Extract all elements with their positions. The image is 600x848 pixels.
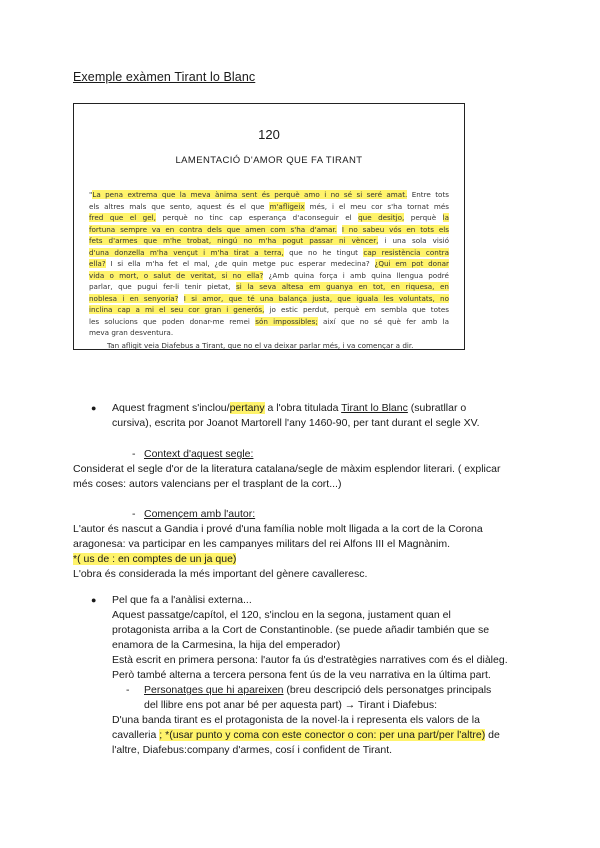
text-line: del llibre ens pot anar bé per aquesta part) → Tirant i Diafebus: xyxy=(144,699,437,711)
highlighted-run: ella? xyxy=(89,259,106,268)
highlighted-run: cap resistència contra xyxy=(363,247,449,257)
excerpt-line xyxy=(89,224,449,236)
text-run: els altres mals que sento, aquest és el que xyxy=(89,201,270,211)
excerpt-line xyxy=(89,293,449,305)
bullet-fragment xyxy=(73,401,543,431)
text-run: i una sola visió xyxy=(378,236,449,245)
section-context xyxy=(73,447,543,492)
highlighted-run: fets d'armes que m'he trobat, ningú no m'ha pogut passar ni vèncer, xyxy=(89,236,379,245)
section-heading: Context d'aquest segle: xyxy=(144,448,254,460)
section-author xyxy=(73,507,543,582)
text-line: Considerat el segle d'or de la literatura catalana/segle de màxim esplendor literari. ( explicar xyxy=(73,463,501,475)
highlighted-run: I si amor, que té una balança justa, que iguala les voluntats, no xyxy=(183,293,449,303)
text-run: que no he tingut xyxy=(283,247,364,257)
chapter-title: LAMENTACIÓ D'AMOR QUE FA TIRANT xyxy=(175,155,363,166)
highlighted-run: la xyxy=(442,213,449,222)
dash-glyph: - xyxy=(126,684,130,696)
bullet-glyph: ● xyxy=(91,403,97,413)
highlighted-run: fred que el gel, xyxy=(89,213,156,222)
excerpt-line xyxy=(89,212,449,224)
highlighted-run: fortuna sempre va en contra dels que amen com s'ha d'amar. xyxy=(89,224,337,234)
highlighted-run: inclina cap a mi el seu cor gran i generós, xyxy=(89,305,265,314)
excerpt-line xyxy=(89,247,449,259)
excerpt-line xyxy=(89,189,449,201)
text-run: perquè no tinc cap esperança d'aconseguir el xyxy=(155,213,359,222)
text-run: les solucions que poden donar-me remei xyxy=(89,316,256,326)
text-run: perquè xyxy=(404,213,443,222)
text-line: L'autor és nascut a Gandia i prové d'una família noble molt lligada a la cort de la Corona xyxy=(73,523,483,535)
text-line: Aquest passatge/capítol, el 120, s'inclou en la segona, justament quan el xyxy=(112,609,451,621)
chapter-number: 120 xyxy=(258,127,280,142)
text-run: meva gran desventura. xyxy=(89,328,174,337)
text-run: (subratllar o xyxy=(407,402,467,414)
text-run: ¿Amb quina força i amb quina llengua podré xyxy=(263,270,449,280)
text-run: parlar, que pugui fer-li tenir pietat, xyxy=(89,282,236,291)
text-line: Però també alterna a tercera persona fent ús de la veu narrativa en la última part. xyxy=(112,669,491,681)
highlighted-run: I no sabeu vós en tots els xyxy=(341,224,449,234)
text-run: Aquest fragment s'inclou/ xyxy=(112,402,230,414)
text-run: cavalleria xyxy=(112,729,160,741)
excerpt-text xyxy=(89,189,449,351)
text-run: a l'obra titulada xyxy=(264,402,342,414)
excerpt-image xyxy=(73,103,465,350)
excerpt-closing: Tan afligit veia Diafebus a Tirant, que no el va deixar parlar més, i va començar a dir. xyxy=(107,340,414,350)
text-line: aragonesa: va participar en les campanyes militars del rei Alfons III el Magnànim. xyxy=(73,538,451,550)
bullet-glyph: ● xyxy=(91,595,97,605)
text-line: L'obra és considerada la més important del gènere cavalleresc. xyxy=(73,568,368,580)
text-line: enamora de la Carmesina, la hija del emperador) xyxy=(112,639,341,651)
text-run: (breu descripció dels personatges principals xyxy=(283,684,492,696)
text-run: " xyxy=(89,190,93,199)
highlighted-run: vida o mort, o salut de veritat, si no ella? xyxy=(89,270,264,280)
highlighted-note: ; *(usar punto y coma con este conector o con: per una part/per l'altre) xyxy=(159,729,486,741)
excerpt-line xyxy=(89,281,449,293)
work-title: Tirant lo Blanc xyxy=(341,402,408,414)
text-line: Pel que fa a l'anàlisi externa... xyxy=(112,594,252,606)
text-run: Entre tots xyxy=(407,190,450,199)
text-line: Està escrit en primera persona: l'autor fa ús d'estratègies narratives com és el diàleg. xyxy=(112,654,508,666)
excerpt-line xyxy=(89,304,449,316)
highlighted-run: pertany xyxy=(229,402,265,414)
section-heading: Començem amb l'autor: xyxy=(144,508,256,520)
excerpt-line xyxy=(89,327,449,339)
text-line: més coses: autors valencians per el trasplant de la cort...) xyxy=(73,478,342,490)
text-run xyxy=(178,294,183,303)
text-line: protagonista arriba a la Cort de Constantinoble. (se puede añadir también que se xyxy=(112,624,490,636)
excerpt-line xyxy=(89,235,449,247)
section-heading: Personatges que hi apareixen xyxy=(144,684,284,696)
document-title: Exemple exàmen Tirant lo Blanc xyxy=(73,70,256,84)
highlighted-run: d'una donzella m'ha vençut i m'ha tirat a terra, xyxy=(89,247,284,257)
highlighted-run: que desitjo, xyxy=(358,213,405,222)
section-characters xyxy=(73,683,543,758)
text-run: I si ella m'ha fet el mal, ¿de quin metge puc esperar medecina? xyxy=(105,259,375,268)
bullet-analysis xyxy=(73,593,543,683)
text-line: cursiva), escrita por Joanot Martorell l'any 1460-90, per tant durant el segle XV. xyxy=(112,417,480,429)
text-line: l'altre, Diafebus:company d'armes, cosí i confident de Tirant. xyxy=(112,744,393,756)
highlighted-run: m'afligeix xyxy=(269,201,305,211)
text-run: de xyxy=(485,729,500,741)
excerpt-line xyxy=(89,201,449,213)
text-run: més, i el meu cor s'ha tornat més xyxy=(304,201,450,211)
text-run: jo estic perdut, perquè em sembla que totes xyxy=(264,305,449,314)
dash-glyph: - xyxy=(132,448,136,460)
highlighted-run: noblesa i en senyoria? xyxy=(89,293,179,303)
text-run: així que no sé què fer amb la xyxy=(317,316,450,326)
highlighted-run: són impossibles; xyxy=(255,316,318,326)
dash-glyph: - xyxy=(132,508,136,520)
highlighted-note: *( us de : en comptes de un ja que) xyxy=(73,553,237,565)
highlighted-run: ¿Qui em pot donar xyxy=(374,259,449,268)
text-line: D'una banda tirant es el protagonista de la novel·la i representa els valors de la xyxy=(112,714,480,726)
highlighted-run: si la seva altesa em guanya en tot, en riquesa, en xyxy=(235,282,449,291)
highlighted-run: La pena extrema que la meva ànima sent és perquè amo i no sé si seré amat. xyxy=(92,190,408,199)
excerpt-line xyxy=(89,258,449,270)
excerpt-line xyxy=(89,316,449,328)
excerpt-line xyxy=(89,270,449,282)
